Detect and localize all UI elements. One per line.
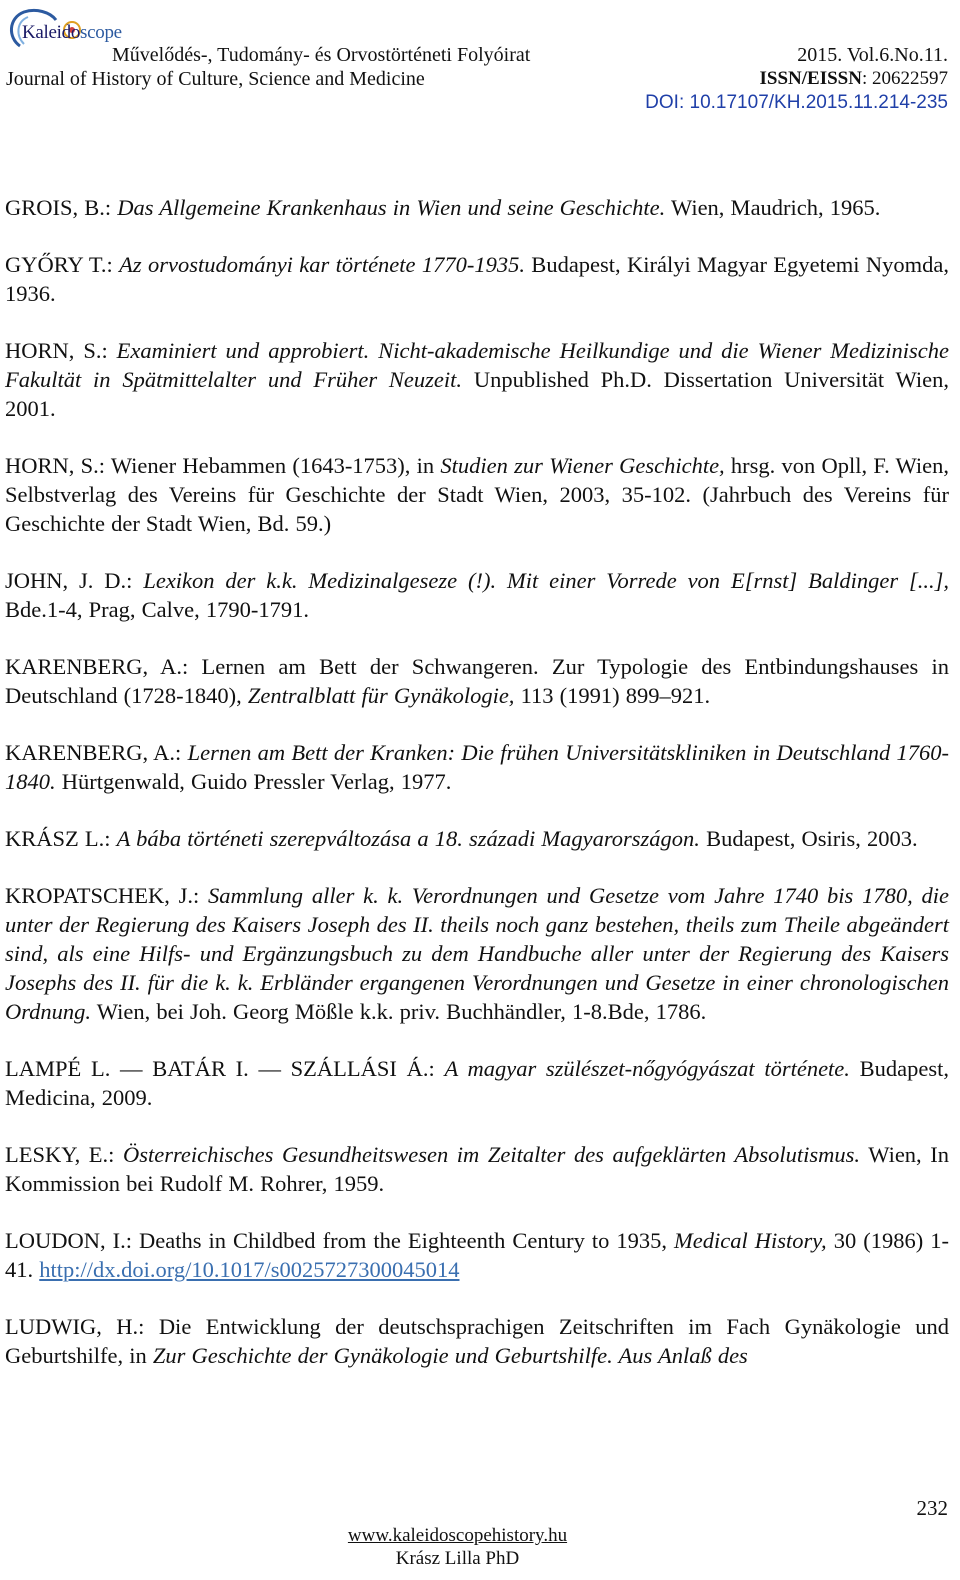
footer-website-link[interactable]: www.kaleidoscopehistory.hu <box>347 1525 568 1546</box>
doi-info: DOI: 10.17107/KH.2015.11.214-235 <box>645 92 948 113</box>
reference-entry: LUDWIG, H.: Die Entwicklung der deutschsprachigen Zeitschriften im Fach Gynäkologie und Geburtshilfe, in Zur Geschichte der Gynäkologie und Geburtshilfe. Aus Anlaß des <box>5 1314 949 1368</box>
reference-entry: GROIS, B.: Das Allgemeine Krankenhaus in Wien und seine Geschichte. Wien, Maudrich, 1965. <box>5 195 881 220</box>
page-number: 232 <box>916 1496 948 1520</box>
reference-entry: KRÁSZ L.: A bába történeti szerepváltozása a 18. századi Magyarországon. Budapest, Osiris, 2003. <box>5 826 918 851</box>
reference-list <box>5 193 949 1398</box>
journal-title-english: Journal of History of Culture, Science and Medicine <box>6 68 425 90</box>
reference-entry: KARENBERG, A.: Lernen am Bett der Schwangeren. Zur Typologie des Entbindungshauses in Deutschland (1728-1840), Zentralblatt für Gynäkologie, 113 (1991) 899–921. <box>5 654 949 708</box>
reference-entry: LAMPÉ L. — BATÁR I. — SZÁLLÁSI Á.: A magyar szülészet-nőgyógyászat története. Budapest, Medicina, 2009. <box>5 1056 949 1110</box>
issn-info: ISSN/EISSN: 20622597 <box>759 68 948 89</box>
reference-entry: GYŐRY T.: Az orvostudományi kar története 1770-1935. Budapest, Királyi Magyar Egyetemi Nyomda, 1936. <box>5 252 949 306</box>
reference-entry: KROPATSCHEK, J.: Sammlung aller k. k. Verordnungen und Gesetze vom Jahre 1740 bis 1780, die unter der Regierung des Kaisers Joseph des II. theils noch ganz bestehen, theils zum Theile abgeändert sind, als eine Hilfs- und Ergänzungsbuch zu dem Handbuche aller unter der Regierung des Kaisers Josephs des II. für die k. k. Erbländer ergangenen Verordnungen und Gesetze in einer chronologischen Ordnung. Wien, bei Joh. Georg Mößle k.k. priv. Buchhändler, 1-8.Bde, 1786. <box>5 883 949 1024</box>
logo-text: Kaleidoscope <box>22 22 122 43</box>
reference-entry: JOHN, J. D.: Lexikon der k.k. Medizinalgeseze (!). Mit einer Vorrede von E[rnst] Baldinger [...], Bde.1-4, Prag, Calve, 1790-1791. <box>5 568 949 622</box>
journal-title-hungarian: Művelődés-, Tudomány- és Orvostörténeti Folyóirat <box>112 44 531 66</box>
page-header <box>0 0 960 120</box>
volume-info: 2015. Vol.6.No.11. <box>797 44 948 66</box>
reference-entry: LOUDON, I.: Deaths in Childbed from the Eighteenth Century to 1935, Medical History, 30 (1986) 1-41. http://dx.doi.org/10.1017/s0025727300045014 <box>5 1228 949 1282</box>
reference-entry: LESKY, E.: Österreichisches Gesundheitswesen im Zeitalter des aufgeklärten Absolutismus. Wien, In Kommission bei Rudolf M. Rohrer, 1959. <box>5 1142 950 1196</box>
doi-link[interactable]: http://dx.doi.org/10.1017/s0025727300045014 <box>39 1257 460 1282</box>
footer-author: Krász Lilla PhD <box>395 1548 520 1569</box>
reference-entry: HORN, S.: Wiener Hebammen (1643-1753), in Studien zur Wiener Geschichte, hrsg. von Opll, F. Wien, Selbstverlag des Vereins für Geschichte der Stadt Wien, 2003, 35-102. (Jahrbuch des Vereins für Geschichte der Stadt Wien, Bd. 59.) <box>5 453 949 536</box>
reference-entry: HORN, S.: Examiniert und approbiert. Nicht-akademische Heilkundige und die Wiener Medizinische Fakultät in Spätmittelalter und Früher Neuzeit. Unpublished Ph.D. Dissertation Universität Wien, 2001. <box>5 338 949 421</box>
reference-entry: KARENBERG, A.: Lernen am Bett der Kranken: Die frühen Universitätskliniken in Deutschland 1760-1840. Hürtgenwald, Guido Pressler Verlag, 1977. <box>5 740 949 794</box>
